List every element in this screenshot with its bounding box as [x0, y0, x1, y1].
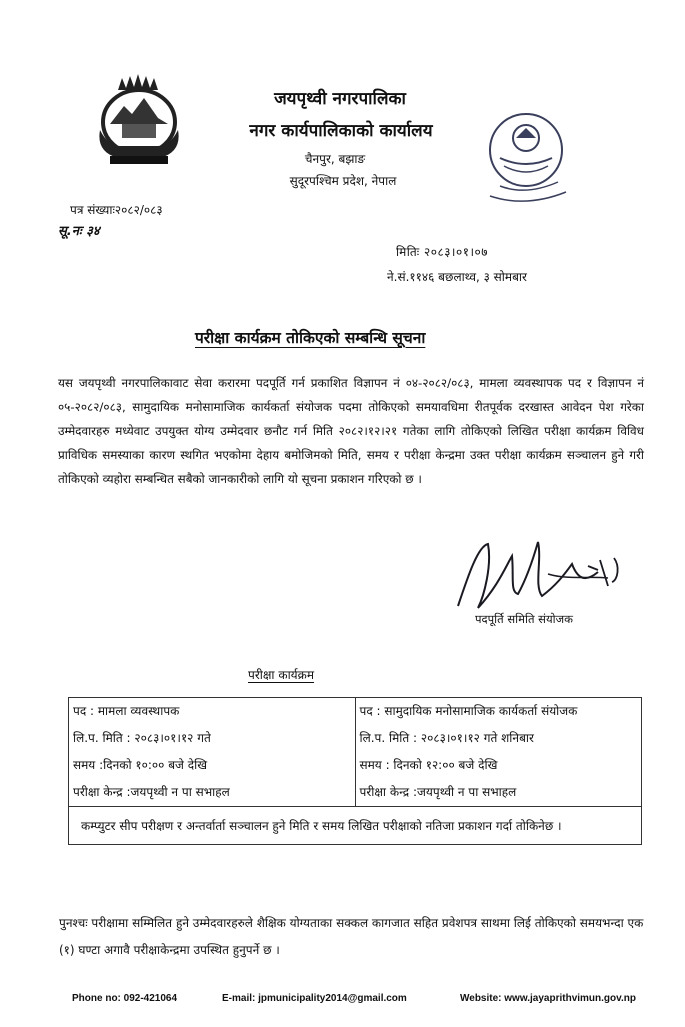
date-bs: मितिः २०८३।०१।०७ [396, 245, 488, 259]
schedule-left-cell [69, 698, 356, 807]
date-nepal-sambat: ने.सं.११४६ बछलाथ्व, ३ सोमबार [387, 270, 527, 284]
province-name: सुदूरपश्चिम प्रदेश, नेपाल [289, 174, 397, 188]
signature-image [448, 536, 628, 618]
schedule-table [68, 697, 642, 845]
phone-label: Phone no: [72, 993, 121, 1004]
right-written-date: लि.प. मिति : २०८३।०१।१२ गते शनिबार [359, 731, 534, 745]
signatory-title: पदपूर्ति समिति संयोजक [475, 612, 573, 626]
nepal-emblem-logo [88, 72, 190, 168]
office-address: चैनपुर, बझाङ [304, 152, 366, 166]
notice-number: सू.नः ३४ [58, 224, 100, 239]
right-time: समय : दिनको १२:०० बजे देखि [359, 758, 498, 772]
table-row [69, 807, 642, 845]
footer-email [222, 993, 407, 1004]
municipality-name: जयपृथ्वी नगरपालिका [274, 89, 406, 109]
phone-number: 092-421064 [123, 993, 178, 1004]
office-name: नगर कार्यपालिकाको कार्यालय [249, 121, 433, 141]
notice-body: यस जयपृथ्वी नगरपालिकावाट सेवा करारमा पदपूर्ति गर्न प्रकाशित विज्ञापन नं ०४-२०८२/०८३, मामला व्यवस्थापक पद र विज्ञापन नं ०५-२०८२/०८३, सामुदायिक मनोसामाजिक कार्यकर्ता संयोजक पदमा तोकिएको समयावधिमा रीतपूर्वक दरखास्त आवेदन पेश गरेका उम्मेदवारहरु मध्येवाट उपयुक्त योग्य उम्मेदवार छनौट गर्न मिति २०८२।१२।२१ गतेका लागि तोकिएको लिखित परीक्षा कार्यक्रम विविध प्राविधिक समस्याका कारण स्थगित भएकोमा देहाय बमोजिमको मिति, समय र परीक्षा केन्द्रमा उक्त परीक्षा कार्यक्रम सञ्चालन हुने गरी तोकिएको व्यहोरा सम्बन्धित सबैको जानकारीको लागि यो सूचना प्रकाशन गरिएको छ । [58, 376, 644, 486]
left-center: परीक्षा केन्द्र :जयपृथ्वी न पा सभाहल [73, 785, 230, 799]
office-seal-stamp [470, 108, 582, 208]
website-url[interactable]: www.jayaprithvimun.gov.np [504, 993, 636, 1004]
schedule-right-cell [355, 698, 642, 807]
email-label: E-mail: [222, 993, 256, 1004]
postscript: पुनश्चः परीक्षामा सम्मिलित हुने उम्मेदवारहरुले शैक्षिक योग्यताका सक्कल कागजात सहित प्रवेशपत्र साथमा लिई तोकिएको समयभन्दा एक (१) घण्टा अगावै परीक्षाकेन्द्रमा उपस्थित हुनुपर्ने छ । [59, 916, 644, 957]
website-label: Website: [460, 993, 502, 1004]
right-post: पद : सामुदायिक मनोसामाजिक कार्यकर्ता संयोजक [359, 704, 578, 718]
left-written-date: लि.प. मिति : २०८३।०१।१२ गते [73, 731, 211, 745]
table-row [69, 698, 642, 807]
footer-website [460, 993, 636, 1004]
letter-number: पत्र संख्याः२०८२/०८३ [70, 203, 163, 217]
email-address[interactable]: jpmunicipality2014@gmail.com [258, 993, 407, 1004]
schedule-note: कम्प्युटर सीप परीक्षण र अन्तर्वार्ता सञ्चालन हुने मिति र समय लिखित परीक्षाको नतिजा प्रकाशन गर्दा तोकिनेछ । [69, 807, 642, 845]
right-center: परीक्षा केन्द्र :जयपृथ्वी न पा सभाहल [359, 785, 517, 799]
schedule-title: परीक्षा कार्यक्रम [248, 668, 315, 682]
notice-title: परीक्षा कार्यक्रम तोकिएको सम्बन्धि सूचना [195, 329, 426, 347]
footer-phone [72, 993, 177, 1004]
left-time: समय :दिनको १०:०० बजे देखि [73, 758, 208, 772]
left-post: पद : मामला व्यवस्थापक [73, 704, 180, 718]
